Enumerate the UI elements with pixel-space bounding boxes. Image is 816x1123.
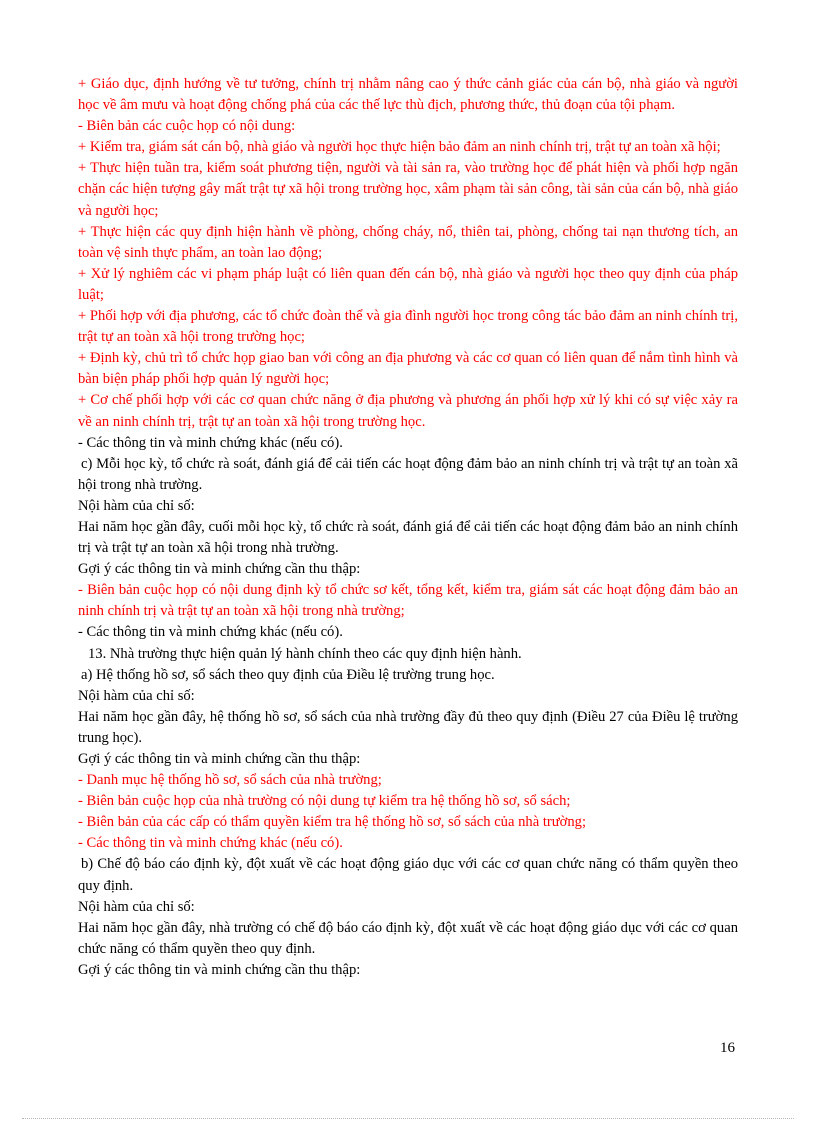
paragraph: + Thực hiện các quy định hiện hành về phòng, chống cháy, nổ, thiên tai, phòng, chống tai nạn thương tích, an toàn vệ sinh thực phẩm, an toàn lao động; — [78, 223, 738, 261]
paragraph: Nội hàm của chỉ số: — [78, 687, 195, 704]
paragraph: 13. Nhà trường thực hiện quản lý hành chính theo các quy định hiện hành. — [88, 645, 522, 662]
paragraph: - Các thông tin và minh chứng khác (nếu có). — [78, 624, 343, 641]
paragraph: - Biên bản các cuộc họp có nội dung: — [78, 118, 296, 135]
paragraph: Gợi ý các thông tin và minh chứng cần thu thập: — [78, 561, 361, 578]
paragraph: - Danh mục hệ thống hồ sơ, sổ sách của nhà trường; — [78, 772, 382, 789]
document-body — [78, 74, 738, 981]
paragraph: - Các thông tin và minh chứng khác (nếu có). — [78, 835, 343, 852]
paragraph: + Thực hiện tuần tra, kiểm soát phương tiện, người và tài sản ra, vào trường học để phát hiện và phối hợp ngăn chặn các hiện tượng gây mất trật tự xã hội trong trường học, xâm phạm tài sản công, tài sản của cán bộ, nhà giáo và người học; — [78, 160, 738, 219]
paragraph: Nội hàm của chỉ số: — [78, 898, 195, 915]
page-number: 16 — [720, 1040, 735, 1056]
paragraph: Gợi ý các thông tin và minh chứng cần thu thập: — [78, 751, 361, 767]
paragraph: + Phối hợp với địa phương, các tổ chức đoàn thể và gia đình người học trong công tác bảo đảm an ninh chính trị, trật tự an toàn xã hội trong trường học; — [78, 308, 738, 346]
paragraph: - Biên bản cuộc họp có nội dung định kỳ tổ chức sơ kết, tổng kết, kiểm tra, giám sát các hoạt động đảm bảo an ninh chính trị và trật tự an toàn xã hội trong nhà trường; — [78, 582, 738, 620]
paragraph: a) Hệ thống hồ sơ, sổ sách theo quy định của Điều lệ trường trung học. — [81, 666, 495, 683]
paragraph: b) Chế độ báo cáo định kỳ, đột xuất về các hoạt động giáo dục với các cơ quan chức năng có thẩm quyền theo quy định. — [78, 856, 738, 894]
paragraph: - Các thông tin và minh chứng khác (nếu có). — [78, 434, 343, 451]
paragraph: + Giáo dục, định hướng về tư tưởng, chính trị nhằm nâng cao ý thức cảnh giác của cán bộ, nhà giáo và người học về âm mưu và hoạt động chống phá của các thế lực thù địch, phương thức, thủ đoạn của tội phạm. — [78, 76, 738, 114]
page-bottom-divider — [22, 1118, 794, 1119]
paragraph: + Cơ chế phối hợp với các cơ quan chức năng ở địa phương và phương án phối hợp xử lý khi có sự việc xảy ra về an ninh chính trị, trật tự an toàn xã hội trong trường học. — [78, 392, 738, 430]
paragraph: Hai năm học gần đây, nhà trường có chế độ báo cáo định kỳ, đột xuất về các hoạt động giáo dục với các cơ quan chức năng có thẩm quyền theo quy định. — [78, 919, 738, 957]
paragraph: Gợi ý các thông tin và minh chứng cần thu thập: — [78, 961, 361, 978]
paragraph: c) Mỗi học kỳ, tổ chức rà soát, đánh giá để cải tiến các hoạt động đảm bảo an ninh chính trị và trật tự an toàn xã hội trong nhà trường. — [78, 455, 738, 493]
paragraph: Hai năm học gần đây, cuối mỗi học kỳ, tổ chức rà soát, đánh giá để cải tiến các hoạt động đảm bảo an ninh chính trị và trật tự an toàn xã hội trong nhà trường. — [78, 518, 738, 557]
paragraph: + Định kỳ, chủ trì tổ chức họp giao ban với công an địa phương và các cơ quan có liên quan để nắm tình hình và bàn biện pháp phối hợp quản lý người học; — [78, 350, 738, 388]
paragraph: + Xử lý nghiêm các vi phạm pháp luật có liên quan đến cán bộ, nhà giáo và người học theo quy định của pháp luật; — [78, 265, 738, 303]
paragraph: - Biên bản của các cấp có thẩm quyền kiểm tra hệ thống hồ sơ, sổ sách của nhà trường; — [78, 814, 587, 831]
paragraph: Nội hàm của chỉ số: — [78, 497, 195, 514]
paragraph: + Kiểm tra, giám sát cán bộ, nhà giáo và người học thực hiện bảo đảm an ninh chính trị, trật tự an toàn xã hội; — [78, 139, 721, 156]
paragraph: - Biên bản cuộc họp của nhà trường có nội dung tự kiểm tra hệ thống hồ sơ, sổ sách; — [78, 793, 571, 810]
paragraph: Hai năm học gần đây, hệ thống hồ sơ, sổ sách của nhà trường đầy đủ theo quy định (Điều 27 của Điều lệ trường trung học). — [78, 708, 738, 746]
